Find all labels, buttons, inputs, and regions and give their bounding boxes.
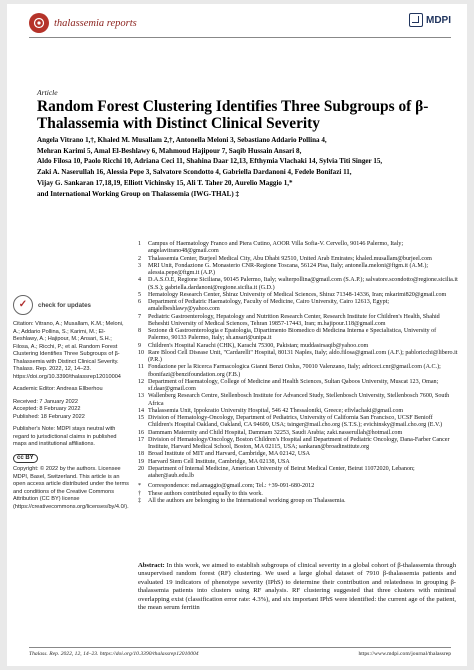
affiliation-item [138, 430, 458, 437]
affiliation-item [138, 483, 458, 490]
affiliation-item [138, 379, 458, 394]
affiliation-number: 17 [138, 436, 145, 443]
affiliation-text: Dammam Maternity and Child Hospital, Dammam 32253, Saudi Arabia; zaki.nasserullah@hotmail.com [148, 429, 403, 436]
affiliation-text: MRI Unit, Fondazione G. Monasterio CNR-Regione Toscana, 56124 Pisa, Italy; antonella.meloni@ftgm.it (A.M.); alessia.pepe@ftgm.it (A.P.) [148, 262, 429, 276]
affiliation-number: 16 [138, 429, 145, 436]
affiliation-text: Children's Hospital Karachi (CHK), Karachi 75300, Pakistan; muddasirsaqib@yahoo.com [148, 342, 369, 349]
affiliation-number: 10 [138, 349, 145, 356]
affiliation-item [138, 491, 458, 498]
footer-divider [29, 647, 451, 648]
article-page [7, 4, 467, 666]
affiliation-text: Correspondence: md.amaggio@gmail.com; Tel.: +39-091-680-2012 [148, 483, 315, 490]
affiliation-item [138, 314, 458, 329]
footer-citation[interactable]: Thalass. Rep. 2022, 12, 14–23. https://doi.org/10.3390/thalassrep12010004 [29, 651, 199, 657]
affiliation-number: 19 [138, 458, 145, 465]
author-list [37, 135, 451, 199]
mdpi-logo-icon [409, 13, 423, 27]
affiliation-text: Sezione di Gastroenterologia e Epatologia, Dipartimento Biomedico di Medicina Interna e Specialistica, University of Palermo, 90133 Palermo, Italy; sh.ansari@unipa.it [148, 328, 437, 342]
affiliation-text: D.A.S.O.E, Regione Siciliana, 90145 Palermo, Italy; walterpollina@gmail.com (S.A.P.); salvatore.scondotto@regione.sicilia.it (S.S.); gabriella.dardanoni@regione.sicilia.it (G.D.) [148, 277, 458, 291]
affiliation-text: Thalassemia Center, Burjeel Medical City, Abu Dhabi 92510, United Arab Emirates; khaled.musallam@burjeel.com [148, 255, 432, 262]
article-type: Article [37, 88, 58, 97]
publisher-note: Publisher's Note: MDPI stays neutral with regard to jurisdictional claims in published maps and institutional affiliations. [13, 426, 117, 447]
affiliation-number: 20 [138, 465, 145, 472]
abstract-text: In this work, we aimed to establish subgroups of clinical severity in a global cohort of β-thalassemia through unsupervised random forest (RF) clustering. We used a large global dataset of 7910 β-thalassemia patients and evaluated 19 indicators of phenotype severity (IPhS) to determine their contribution and relatedness in grouping β-thalassemia patients into clusters using RF analysis. RF clustering suggested that three clusters with minimal overlapping exist (classification error rate: 4.3%), and six important IPhS were identified: the current age of the patient, the mean serum ferritin [138, 562, 456, 612]
affiliation-number: * [138, 483, 142, 490]
affiliation-text: Hematology Research Center, Shiraz University of Medical Sciences, Shiraz 71348-14336, Iran; mkarimi820@gmail.com [148, 291, 447, 298]
affiliation-number: 5 [138, 291, 142, 298]
header-divider [29, 37, 451, 38]
affiliation-text: All the authors are belonging to the International working group on Thalassemia. [148, 497, 346, 504]
license-badge[interactable] [13, 454, 129, 464]
affiliation-text: These authors contributed equally to this work. [148, 490, 263, 497]
article-title: Random Forest Clustering Identifies Three Subgroups of β-Thalassemia with Distinct Clinical Severity [37, 98, 429, 132]
affiliation-number: 12 [138, 378, 145, 385]
author-line: Aldo Filosa 10, Paolo Ricchi 10, Adriana Ceci 11, Shahina Daar 12,13, Efthymia Vlachaki 14, Sylvia Titi Singer 15, [37, 157, 383, 166]
journal-name: thalassemia reports [54, 17, 137, 29]
affiliation-item [138, 459, 458, 466]
affiliation-text: Pediatric Gastroenterology, Hepatology and Nutrition Research Center, Research Institute for Children's Health, Shahid Beheshti University of Medical Sciences, Tehran 19857-17443, Iran; m.hajipour.118@gmail.com [148, 313, 440, 327]
affiliation-item [138, 466, 458, 481]
check-updates-label: check for updates [38, 301, 91, 309]
affiliation-text: Thalassemia Unit, Ippokratio University Hospital, 546 42 Thessaloniki, Greece; efivlachaki@gmail.com [148, 407, 404, 414]
received-date: Received: 7 January 2022 [13, 398, 78, 405]
copyright-text: Copyright: © 2022 by the authors. Licensee MDPI, Basel, Switzerland. This article is an open access article distributed under the terms and conditions of the Creative Commons Attribution (CC BY) license (https://creativecommons.org/licenses/by/4.0/). [13, 466, 129, 510]
academic-editor: Academic Editor: Andreas Ellberhou [13, 386, 103, 392]
affiliation-item [138, 292, 458, 299]
author-line: and International Working Group on Thalassemia (IWG-THAL) ‡ [37, 189, 240, 198]
affiliation-text: Department of Haematology, College of Medicine and Health Sciences, Sultan Qaboos University, Muscat 123, Oman; sf.daar@gmail.com [148, 378, 439, 392]
page-footer [29, 651, 451, 657]
article-sidebar [13, 295, 129, 511]
affiliation-text: Department of Pediatric Haematology, Faculty of Medicine, Cairo University, Cairo 12613, Egypt; amalelbeshlawy@yahoo.com [148, 299, 390, 313]
publisher-logo [409, 13, 451, 27]
affiliation-item [138, 415, 458, 430]
cc-by-icon: cc BY [13, 454, 38, 464]
publisher-name: MDPI [426, 14, 451, 26]
affiliation-item [138, 299, 458, 314]
abstract [138, 562, 456, 612]
affiliation-item [138, 498, 458, 505]
affiliation-number: 18 [138, 451, 145, 458]
abstract-label: Abstract: [138, 562, 165, 569]
affiliation-list [138, 241, 458, 505]
affiliation-text: Fondazione per la Ricerca Farmacologica Gianni Benzi Onlus, 70010 Valenzano, Italy; adriceci.cnr@gmail.com (A.C.); fbonifazi@benzifoundation.org (F.B.) [148, 364, 441, 378]
affiliation-text: Division of Hematology/Oncology, Boston Children's Hospital and Department of Pediatric Oncology, Dana-Farber Cancer Institute, Harvard Medical School, Boston, MA 02115, USA; sankaran@broadinstitute.org [148, 436, 450, 450]
author-line: Vijay G. Sankaran 17,18,19, Elliott Vichinsky 15, Ali T. Taher 20, Aurelio Maggio 1,* [37, 178, 293, 187]
footer-journal-link[interactable]: https://www.mdpi.com/journal/thalassrep [358, 651, 451, 657]
author-line: Angela Vitrano 1,†, Khaled M. Musallam 2,†, Antonella Meloni 3, Sebastiano Addario Pollina 4, [37, 136, 327, 144]
affiliation-text: Rare Blood Cell Disease Unit, "Cardarelli" Hospital, 80131 Naples, Italy; aldo.filosa@gmail.com (A.F.); pabloricchi@libero.it (P.R.) [148, 349, 458, 363]
affiliation-item [138, 350, 458, 365]
affiliation-item [138, 364, 458, 379]
affiliation-number: 7 [138, 313, 142, 320]
affiliation-number: 2 [138, 255, 142, 262]
affiliation-number: 13 [138, 393, 145, 400]
affiliation-item [138, 437, 458, 452]
affiliation-item [138, 451, 458, 458]
affiliation-text: Harvard Stem Cell Institute, Cambridge, MA 02138, USA [148, 458, 290, 465]
affiliation-number: 6 [138, 299, 142, 305]
affiliation-number: † [138, 490, 142, 497]
affiliation-item [138, 393, 458, 408]
affiliation-number: 14 [138, 407, 145, 414]
affiliation-text: Wallenberg Research Centre, Stellenbosch Institute for Advanced Study, Stellenbosch University, Stellenbosch 7600, South Africa [148, 393, 450, 407]
affiliation-number: 15 [138, 415, 145, 421]
affiliation-item [138, 408, 458, 415]
affiliation-item [138, 343, 458, 350]
affiliation-text: Campus of Haematology Franco and Piera Cutino, AOOR Villa Sofia-V. Cervello, 90146 Palermo, Italy; angelavitrano48@gmail.com [148, 241, 404, 255]
affiliation-item [138, 241, 458, 256]
accepted-date: Accepted: 8 February 2022 [13, 406, 81, 412]
affiliation-item [138, 277, 458, 292]
affiliation-item [138, 328, 458, 343]
affiliation-number: ‡ [138, 497, 142, 504]
affiliation-number: 3 [138, 262, 142, 269]
affiliation-number: 11 [138, 364, 144, 371]
affiliation-number: 8 [138, 328, 142, 334]
affiliation-item [138, 256, 458, 263]
affiliation-item [138, 263, 458, 278]
author-line: Mehran Karimi 5, Amal El-Beshlawy 6, Mahmoud Hajipour 7, Saqib Hussain Ansari 8, [37, 146, 302, 155]
affiliation-text: Division of Hematology-Oncology, Department of Pediatrics, University of California San Francisco, UCSF Benioff Children's Hospital Oakland, Oakland, CA 94609, USA; tsinger@mail.cho.org (S.T.S.); evichinsky@mail.cho.org (E.V.) [148, 415, 443, 429]
affiliation-number: 9 [138, 342, 142, 349]
affiliation-number: 4 [138, 277, 142, 284]
affiliation-text: Department of Internal Medicine, American University of Beirut Medical Center, Beirut 11072020, Lebanon; ataher@aub.edu.lb [148, 465, 415, 479]
journal-logo-icon [29, 13, 49, 33]
journal-header [29, 13, 137, 33]
published-date: Published: 18 February 2022 [13, 413, 85, 420]
check-updates-icon: ✓ [13, 295, 33, 315]
affiliation-text: Broad Institute of MIT and Harvard, Cambridge, MA 02142, USA [148, 451, 311, 458]
author-line: Zaki A. Naserullah 16, Alessia Pepe 3, Salvatore Scondotto 4, Gabriella Dardanoni 4, Fedele Bonifazi 11, [37, 168, 352, 177]
affiliation-number: 1 [138, 241, 142, 247]
citation-text: Citation: Vitrano, A.; Musallam, K.M.; Meloni, A.; Addario Pollina, S.; Karimi, M.; El-Beshlawy, A.; Hajipour, M.; Ansari, S.H.; Filosa, A.; Ricchi, P.; et al. Random Forest Clustering Identifies Three Subgroups of β-Thalassemia with Distinct Clinical Severity. Thalass. Rep. 2022, 12, 14–23. https://doi.org/10.3390/thalassrep12010004 [13, 321, 124, 380]
check-updates-button[interactable] [13, 295, 129, 315]
